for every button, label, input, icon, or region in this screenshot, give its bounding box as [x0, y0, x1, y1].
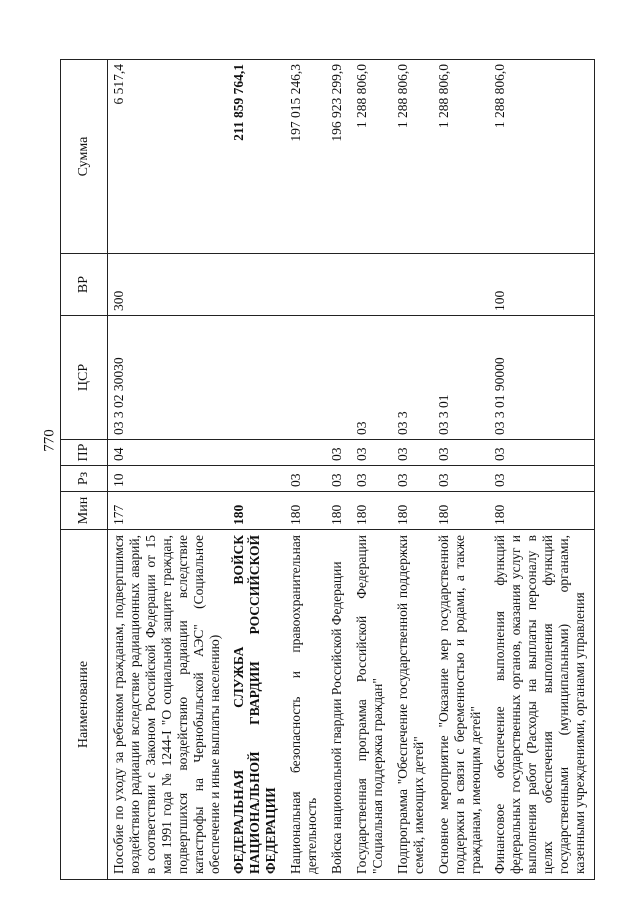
- row-csr: 03 3: [392, 316, 433, 440]
- header-vr: ВР: [61, 254, 108, 316]
- row-sum: 1 288 806,0: [392, 60, 433, 254]
- row-csr: 03 3 01 90000: [489, 316, 594, 440]
- row-rz: 03: [351, 466, 392, 492]
- row-name: Войска национальной гвардии Российской Федерации: [326, 530, 351, 880]
- table-row: [228, 60, 285, 880]
- row-sum: 197 015 246,3: [285, 60, 326, 254]
- row-min: 180: [285, 492, 326, 530]
- table-row: [433, 60, 490, 880]
- row-csr: 03 3 02 30030: [108, 316, 229, 440]
- row-rz: 03: [489, 466, 594, 492]
- header-name: Наименование: [61, 530, 108, 880]
- page-number: 770: [41, 429, 58, 452]
- header-sum: Сумма: [61, 60, 108, 254]
- row-name: Основное мероприятие "Оказание мер государственной поддержки в связи с беременностью и родами, а также гражданам, имеющим детей": [433, 530, 490, 880]
- row-vr: [351, 254, 392, 316]
- row-csr: 03: [351, 316, 392, 440]
- row-min: 180: [489, 492, 594, 530]
- row-name: ФЕДЕРАЛЬНАЯ СЛУЖБА ВОЙСК НАЦИОНАЛЬНОЙ ГВАРДИИ РОССИЙСКОЙ ФЕДЕРАЦИИ: [228, 530, 285, 880]
- row-vr: [285, 254, 326, 316]
- table-row: [326, 60, 351, 880]
- row-min: 180: [351, 492, 392, 530]
- row-pr: 03: [489, 440, 594, 466]
- row-name: Пособие по уходу за ребенком гражданам, подвергшимся воздействию радиации вследствие радиационных аварий, в соответствии с Законом Российской Федерации от 15 мая 1991 года № 1244-I "О социальной защите граждан, подвергшихся воздействию радиации вследствие катастрофы на Чернобыльской АЭС" (Социальное обеспечение и иные выплаты населению): [108, 530, 229, 880]
- row-sum: 1 288 806,0: [489, 60, 594, 254]
- row-rz: 03: [433, 466, 490, 492]
- table-row: [489, 60, 594, 880]
- row-rz: [228, 466, 285, 492]
- row-sum: 196 923 299,9: [326, 60, 351, 254]
- row-rz: 03: [392, 466, 433, 492]
- row-pr: 03: [392, 440, 433, 466]
- row-vr: [326, 254, 351, 316]
- row-name: Национальная безопасность и правоохранительная деятельность: [285, 530, 326, 880]
- header-min: Мин: [61, 492, 108, 530]
- row-pr: 03: [351, 440, 392, 466]
- row-name: Государственная программа Российской Федерации "Социальная поддержка граждан": [351, 530, 392, 880]
- row-rz: 03: [285, 466, 326, 492]
- row-vr: 300: [108, 254, 229, 316]
- row-csr: 03 3 01: [433, 316, 490, 440]
- budget-table: [60, 59, 595, 880]
- table-row: [351, 60, 392, 880]
- row-vr: [433, 254, 490, 316]
- row-name: Подпрограмма "Обеспечение государственной поддержки семей, имеющих детей": [392, 530, 433, 880]
- table-header-row: [61, 60, 108, 880]
- row-rz: 10: [108, 466, 229, 492]
- row-sum: 211 859 764,1: [228, 60, 285, 254]
- row-csr: [228, 316, 285, 440]
- row-csr: [285, 316, 326, 440]
- row-sum: 1 288 806,0: [351, 60, 392, 254]
- budget-table-rotated: [60, 60, 598, 880]
- row-min: 180: [228, 492, 285, 530]
- row-csr: [326, 316, 351, 440]
- row-rz: 03: [326, 466, 351, 492]
- row-vr: 100: [489, 254, 594, 316]
- header-csr: ЦСР: [61, 316, 108, 440]
- row-vr: [392, 254, 433, 316]
- row-pr: [228, 440, 285, 466]
- row-sum: 1 288 806,0: [433, 60, 490, 254]
- row-min: 180: [392, 492, 433, 530]
- table-row: [285, 60, 326, 880]
- row-pr: 03: [433, 440, 490, 466]
- row-pr: [285, 440, 326, 466]
- row-pr: 03: [326, 440, 351, 466]
- row-vr: [228, 254, 285, 316]
- row-name: Финансовое обеспечение выполнения функций федеральных государственных органов, оказания услуг и выполнения работ (Расходы на выплаты персоналу в целях обеспечения выполнения функций государственными (муниципальными) органами, казенными учреждениями, органами управления: [489, 530, 594, 880]
- header-pr: ПР: [61, 440, 108, 466]
- row-min: 180: [433, 492, 490, 530]
- table-row: [108, 60, 229, 880]
- row-min: 180: [326, 492, 351, 530]
- row-pr: 04: [108, 440, 229, 466]
- header-rz: Рз: [61, 466, 108, 492]
- row-min: 177: [108, 492, 229, 530]
- row-sum: 6 517,4: [108, 60, 229, 254]
- table-row: [392, 60, 433, 880]
